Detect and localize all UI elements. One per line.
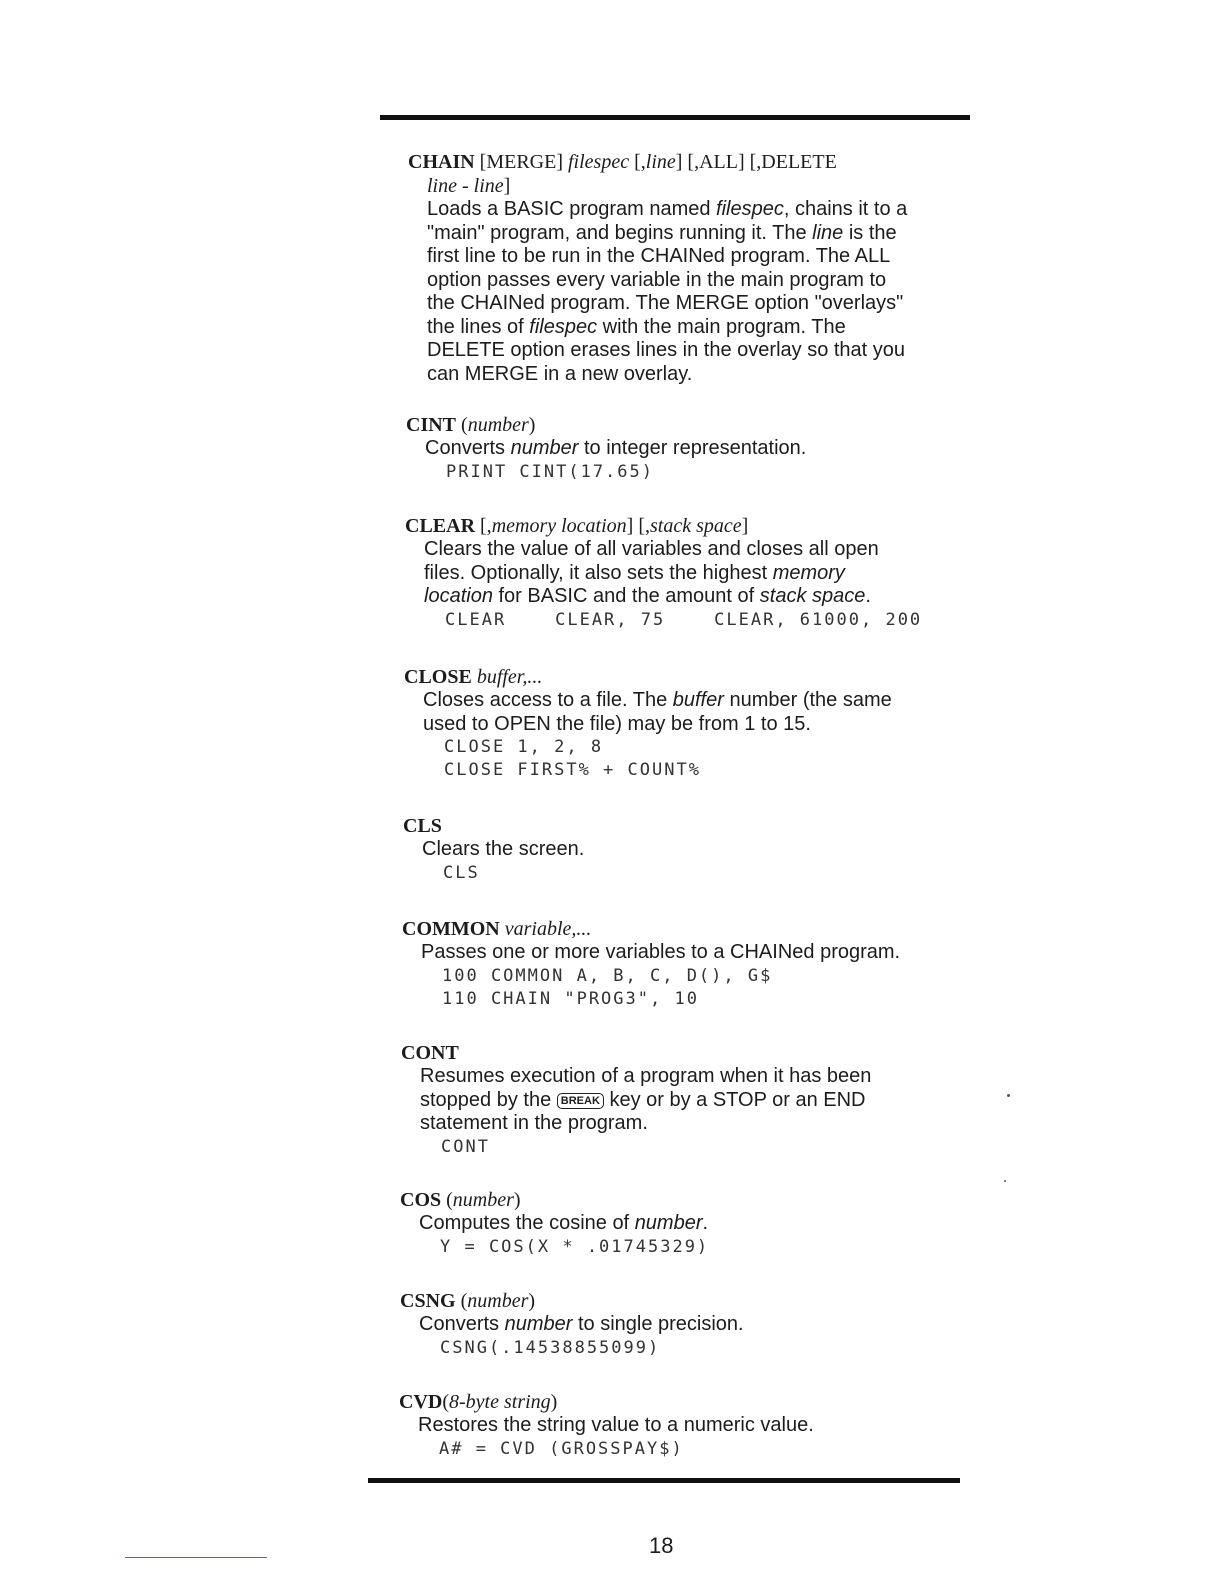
text-segment: with the main program. The <box>597 315 846 338</box>
code-example: CLOSE 1, 2, 8 <box>444 737 604 757</box>
description-line <box>420 1065 981 1089</box>
text-segment: - <box>457 175 474 197</box>
text-segment: option passes every variable in the main program to <box>427 268 887 291</box>
description-line <box>427 245 988 269</box>
text-segment: first line to be run in the CHAINed program. The ALL <box>427 245 891 267</box>
page-number: 18 <box>649 1533 674 1558</box>
entry-description <box>419 1313 980 1337</box>
entry-chain <box>408 150 988 386</box>
argument-text: buffer <box>672 689 724 711</box>
code-example: CONT <box>441 1136 490 1157</box>
entry-description <box>421 941 982 965</box>
argument-text: variable,... <box>504 918 592 940</box>
entry-cont <box>401 1041 981 1159</box>
text-segment: ) <box>528 414 536 436</box>
code-example: A# = CVD (GROSSPAY$) <box>439 1438 684 1459</box>
bottom-rule <box>368 1478 960 1483</box>
text-segment: Restores the string value to a numeric value. <box>418 1414 814 1436</box>
argument-text: number <box>467 1290 529 1312</box>
entry-description <box>423 689 984 736</box>
argument-text: stack space <box>759 585 866 607</box>
text-segment: Converts <box>419 1313 505 1335</box>
text-segment: used to OPEN the file) may be from 1 to 15. <box>423 712 811 735</box>
argument-text: stack space <box>650 515 742 537</box>
command-keyword: CONT <box>401 1042 459 1064</box>
entry-syntax-continued <box>427 174 988 198</box>
entry-cint <box>406 413 986 484</box>
entry-description <box>424 538 985 609</box>
entry-cos <box>400 1188 980 1259</box>
argument-text: memory location <box>491 515 627 537</box>
text-segment: Resumes execution of a program when it has been <box>420 1065 872 1087</box>
text-segment: . <box>702 1212 709 1234</box>
text-segment: Loads a BASIC program named <box>427 198 717 220</box>
description-line <box>422 838 983 862</box>
description-line <box>423 689 984 713</box>
text-segment: Clears the value of all variables and closes all open <box>424 538 879 560</box>
text-segment: ) <box>550 1391 558 1413</box>
text-segment: number (the same <box>723 689 892 711</box>
text-segment: for BASIC and the amount of <box>492 585 760 607</box>
entry-description <box>420 1065 981 1136</box>
text-segment: ( <box>455 1290 468 1312</box>
entry-description <box>422 838 983 862</box>
code-example: CLEAR CLEAR, 75 CLEAR, 61000, 200 <box>445 609 923 630</box>
entry-syntax <box>402 917 982 941</box>
description-line <box>427 292 988 316</box>
text-segment: DELETE option erases lines in the overlay so that you <box>427 339 906 361</box>
description-line <box>420 1112 981 1136</box>
text-segment: the CHAINed program. The MERGE option "overlays" <box>427 292 904 314</box>
text-segment: the lines of <box>427 315 530 338</box>
text-segment: ] <box>741 515 749 537</box>
entry-cvd <box>399 1390 979 1461</box>
text-segment: Closes access to a file. The <box>423 689 673 711</box>
description-line <box>419 1313 980 1337</box>
command-keyword: CHAIN <box>408 151 475 173</box>
description-line <box>420 1089 981 1113</box>
description-line <box>427 339 988 363</box>
entry-syntax <box>403 814 983 838</box>
argument-text: line <box>645 151 676 173</box>
description-line <box>427 269 988 293</box>
text-segment: . <box>865 585 871 607</box>
entry-close <box>404 665 984 782</box>
text-segment: Passes one or more variables to a CHAINed program. <box>421 941 901 963</box>
description-line <box>427 363 988 387</box>
text-segment: statement in the program. <box>420 1112 648 1134</box>
text-segment: ) <box>513 1189 521 1211</box>
text-segment: can MERGE in a new overlay. <box>427 362 693 385</box>
text-segment: , chains it to a <box>783 198 908 220</box>
text-segment: ( <box>441 1189 453 1211</box>
text-segment: ] [,ALL] [,DELETE <box>675 151 837 173</box>
entry-syntax <box>400 1289 980 1313</box>
code-example: Y = COS(X * .01745329) <box>440 1236 710 1257</box>
description-line <box>425 437 986 461</box>
code-example: CLS <box>443 862 480 883</box>
text-segment: ) <box>528 1290 536 1312</box>
code-example: 110 CHAIN "PROG3", 10 <box>442 988 699 1009</box>
entry-syntax <box>401 1041 981 1065</box>
entry-syntax <box>400 1188 980 1212</box>
text-segment: files. Optionally, it also sets the highest <box>424 561 773 584</box>
break-key-icon: BREAK <box>557 1093 604 1109</box>
entry-description <box>419 1212 980 1236</box>
entry-description <box>425 437 986 461</box>
description-line <box>419 1212 980 1236</box>
description-line <box>424 538 985 562</box>
text-segment: ( <box>456 414 468 436</box>
entry-common <box>402 917 982 1011</box>
text-segment: [, <box>475 515 492 537</box>
entry-syntax <box>408 150 988 174</box>
entry-syntax <box>404 665 984 689</box>
argument-text: filespec <box>529 315 598 338</box>
entry-syntax <box>399 1390 979 1414</box>
text-segment: "main" program, and begins running it. The <box>427 221 813 244</box>
argument-text: line <box>427 175 457 197</box>
description-line <box>427 198 988 222</box>
text-segment: Clears the screen. <box>422 838 585 860</box>
text-segment: to integer representation. <box>578 437 807 459</box>
code-example: PRINT CINT(17.65) <box>446 461 654 482</box>
text-segment: key or by a STOP or an END <box>603 1088 866 1111</box>
text-segment: Computes the cosine of <box>419 1212 635 1234</box>
argument-text: number <box>467 414 529 436</box>
command-keyword: CINT <box>406 414 457 436</box>
entry-syntax <box>405 514 985 538</box>
entry-syntax <box>406 413 986 437</box>
command-keyword: CLS <box>403 815 442 837</box>
text-segment: ] <box>503 175 511 197</box>
text-segment: [MERGE] <box>474 151 568 173</box>
argument-text: location <box>424 585 493 607</box>
description-line <box>427 222 988 246</box>
code-example: 100 COMMON A, B, C, D(), G$ <box>442 965 773 986</box>
description-line <box>424 585 985 609</box>
entry-cls <box>403 814 983 885</box>
description-line <box>418 1414 979 1438</box>
entry-clear <box>405 514 985 632</box>
argument-text: line <box>473 175 504 197</box>
description-line <box>421 941 982 965</box>
command-keyword: CVD <box>399 1391 443 1413</box>
argument-text: buffer,... <box>476 666 543 688</box>
command-keyword: CSNG <box>400 1290 456 1312</box>
text-segment: stopped by the <box>420 1088 557 1111</box>
argument-text: number <box>510 437 579 459</box>
description-line <box>427 316 988 340</box>
command-keyword: CLOSE <box>404 666 472 688</box>
command-keyword: COMMON <box>402 918 500 940</box>
entry-csng <box>400 1289 980 1360</box>
text-segment: Converts <box>425 437 511 459</box>
argument-text: memory <box>772 561 845 584</box>
argument-text: number <box>634 1212 703 1234</box>
text-segment: to single precision. <box>572 1313 744 1335</box>
argument-text: filespec <box>568 151 630 173</box>
command-keyword: CLEAR <box>405 515 476 537</box>
top-rule <box>380 115 970 120</box>
command-keyword: COS <box>400 1189 442 1211</box>
argument-text: line <box>812 221 844 244</box>
text-segment: is the <box>843 221 897 244</box>
footer-line <box>125 1557 267 1558</box>
text-segment: [, <box>629 151 646 173</box>
code-example: CLOSE FIRST% + COUNT% <box>444 760 701 780</box>
argument-text: 8-byte string <box>449 1391 551 1413</box>
entry-description <box>427 198 988 386</box>
text-segment: ( <box>442 1391 450 1413</box>
code-example: CSNG(.14538855099) <box>440 1337 661 1358</box>
scan-speck <box>1004 1180 1006 1182</box>
description-line <box>423 713 984 737</box>
argument-text: number <box>504 1313 573 1335</box>
scan-speck <box>1007 1094 1010 1097</box>
description-line <box>424 562 985 586</box>
entry-description <box>418 1414 979 1438</box>
argument-text: filespec <box>716 198 784 220</box>
argument-text: number <box>452 1189 514 1211</box>
text-segment: ] [, <box>626 515 650 537</box>
